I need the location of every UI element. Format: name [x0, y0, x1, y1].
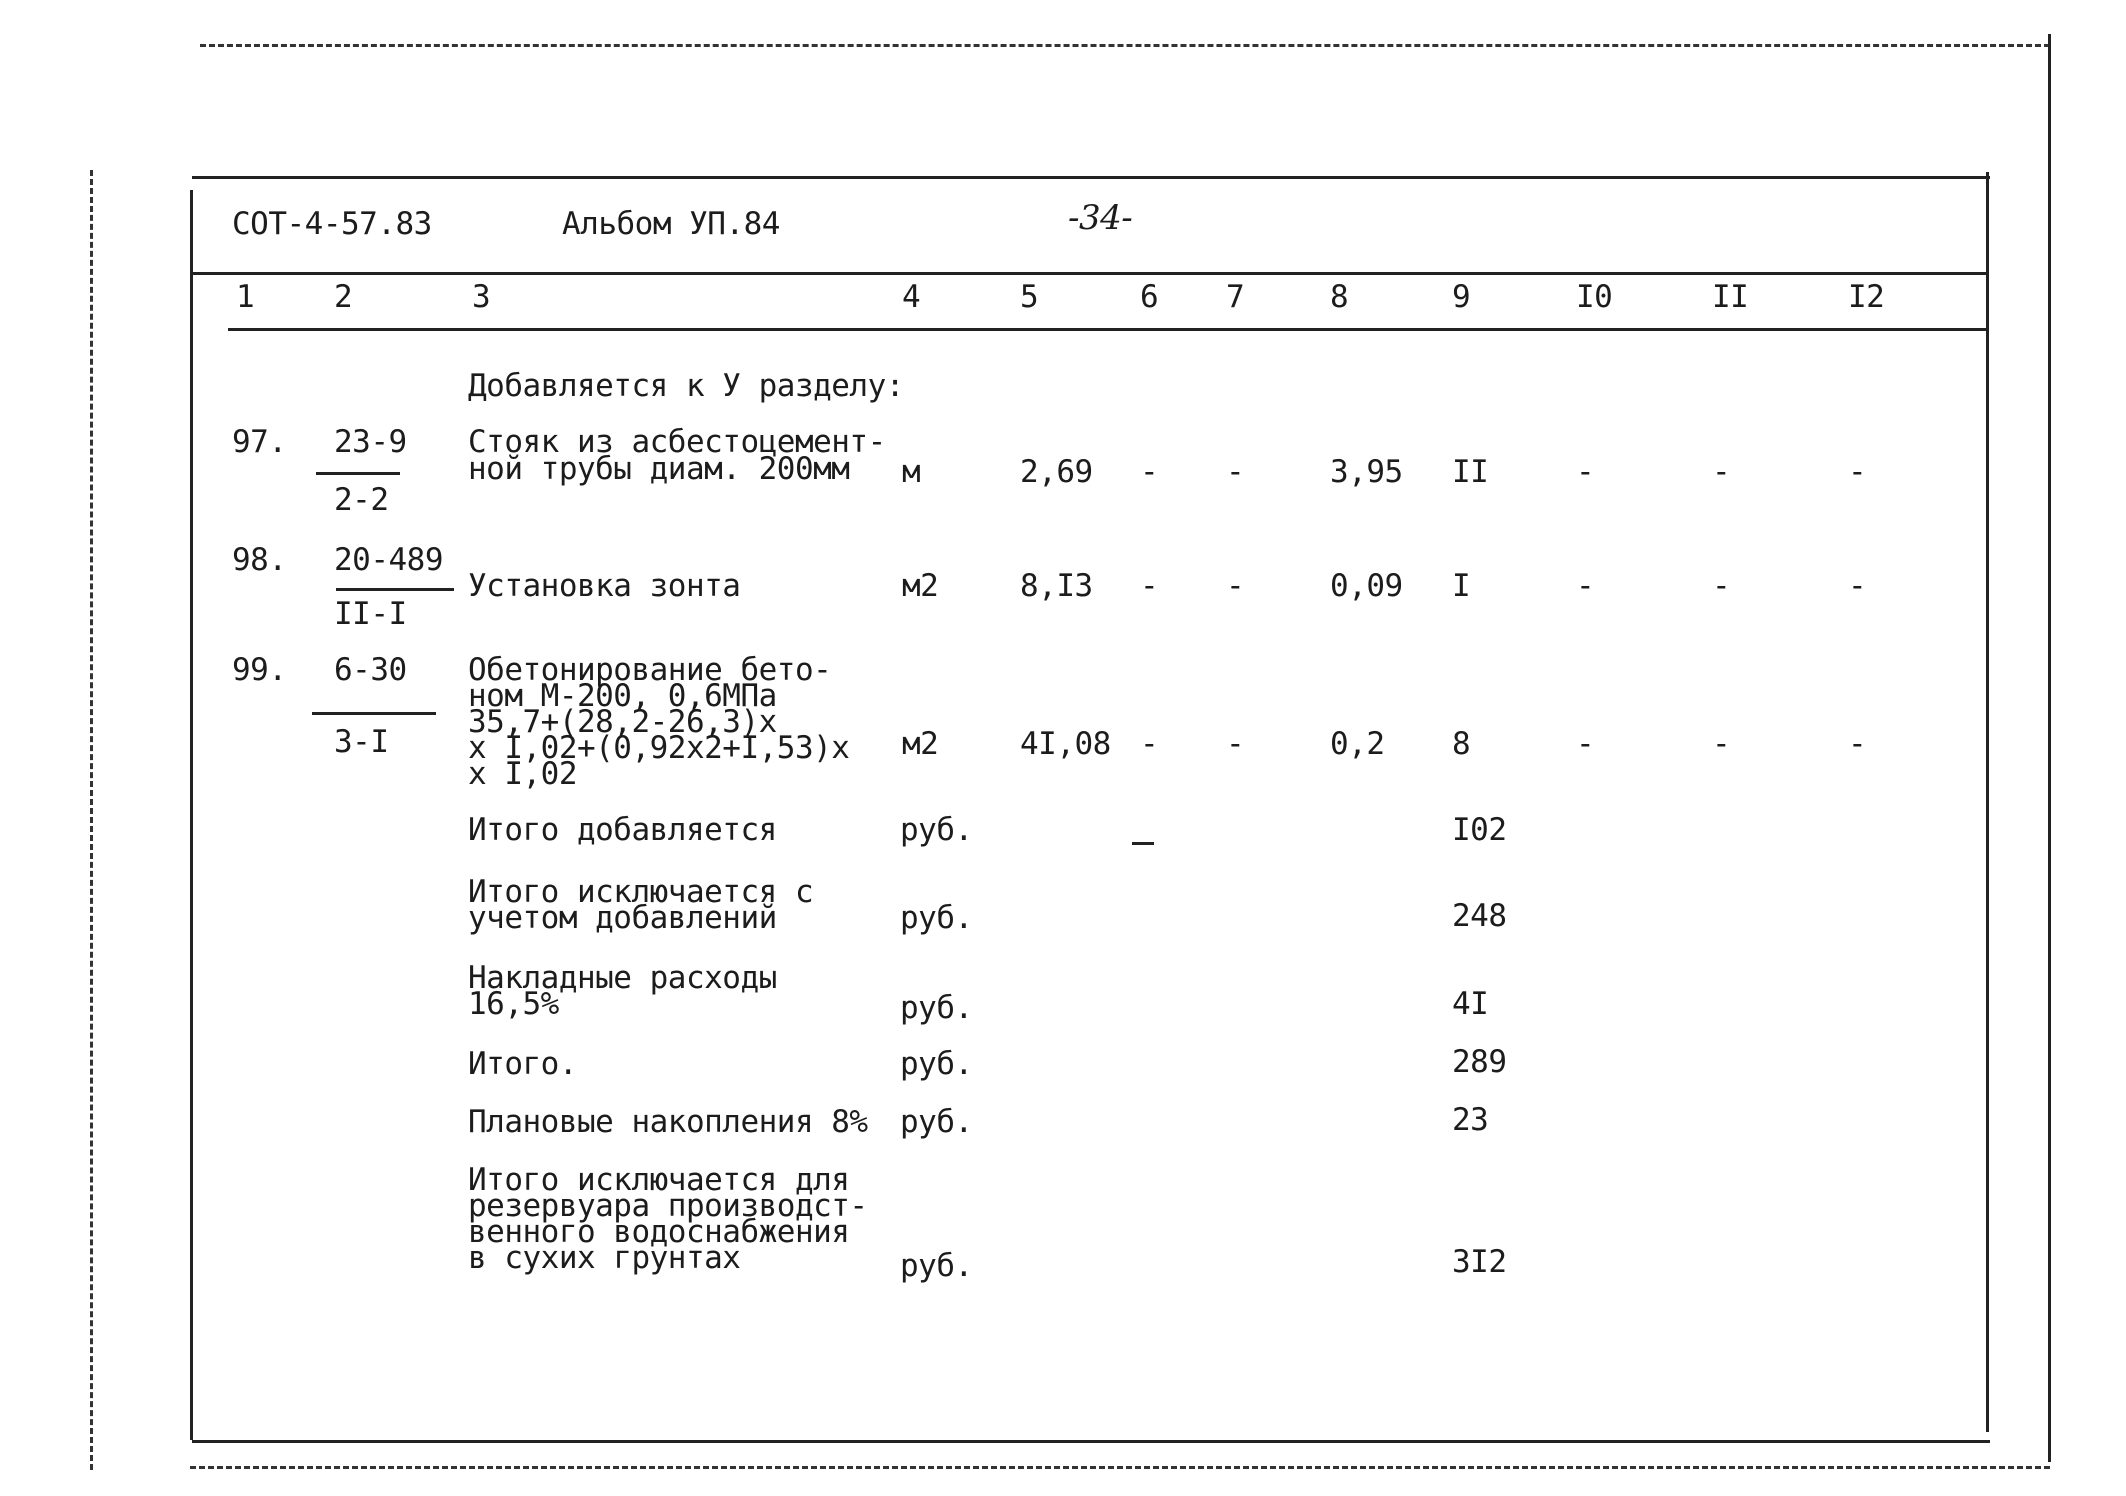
row-number: 97. [232, 424, 287, 460]
value-col8: 3,95 [1330, 454, 1403, 490]
value-col8: 0,2 [1330, 726, 1385, 762]
norm-code-top: 20-489 [334, 542, 443, 578]
norm-code-bottom: 3-I [334, 724, 389, 760]
value-col8: 0,09 [1330, 568, 1403, 604]
fraction-bar [316, 472, 400, 475]
unit: м2 [902, 726, 939, 762]
totals-label: Накладные расходы [468, 960, 777, 996]
column-number: 9 [1452, 279, 1471, 315]
value-col11: - [1712, 726, 1731, 762]
totals-unit: руб. [900, 812, 973, 848]
description-line: ном М-200, 0,6МПа [468, 678, 777, 714]
value-col5: 4I,08 [1020, 726, 1111, 762]
value-col7: - [1226, 568, 1245, 604]
value-col6: - [1140, 726, 1159, 762]
column-number: 4 [902, 279, 921, 315]
norm-code-bottom: II-I [334, 596, 407, 632]
totals-label: Итого исключается с [468, 874, 814, 910]
column-number: II [1712, 279, 1749, 315]
totals-unit: руб. [900, 1104, 973, 1140]
totals-label: резервуара производст- [468, 1188, 868, 1224]
totals-unit: руб. [900, 1046, 973, 1082]
column-number: 5 [1020, 279, 1039, 315]
description-line: Стояк из асбестоцемент- [468, 424, 886, 460]
description-line: Обетонирование бето- [468, 652, 832, 688]
column-number: 8 [1330, 279, 1349, 315]
norm-code-top: 23-9 [334, 424, 407, 460]
totals-label: Итого исключается для [468, 1162, 850, 1198]
outer-frame-left [90, 170, 93, 1470]
value-col9: I [1452, 568, 1471, 604]
value-col12: - [1848, 454, 1867, 490]
value-col11: - [1712, 568, 1731, 604]
fraction-bar [336, 588, 454, 591]
description-line: 35,7+(28,2-26,3)х [468, 704, 777, 740]
totals-value: I02 [1452, 812, 1507, 848]
totals-label: венного водоснабжения [468, 1214, 850, 1250]
column-number: 3 [472, 279, 491, 315]
table-frame-right [1986, 172, 1989, 1432]
value-col12: - [1848, 726, 1867, 762]
totals-value: 248 [1452, 898, 1507, 934]
fraction-bar [312, 712, 436, 715]
value-col12: - [1848, 568, 1867, 604]
column-number: 2 [334, 279, 353, 315]
value-col7: - [1226, 726, 1245, 762]
value-col5: 2,69 [1020, 454, 1093, 490]
column-number: I2 [1848, 279, 1885, 315]
column-number: 6 [1140, 279, 1159, 315]
norm-code-top: 6-30 [334, 652, 407, 688]
row-number: 99. [232, 652, 287, 688]
value-col9: 8 [1452, 726, 1471, 762]
page-number: -34- [1068, 198, 1133, 238]
totals-value: 4I [1452, 986, 1489, 1022]
norm-code-bottom: 2-2 [334, 482, 389, 518]
description-line: х I,02+(0,92х2+I,53)х [468, 730, 850, 766]
value-col10: - [1576, 726, 1595, 762]
unit: м2 [902, 568, 939, 604]
document-code: СОТ-4-57.83 [232, 206, 432, 242]
value-col6: - [1140, 568, 1159, 604]
section-note: Добавляется к У разделу: [468, 368, 904, 404]
column-number: 1 [236, 279, 255, 315]
totals-label: Плановые накопления 8% [468, 1104, 868, 1140]
totals-label: в сухих грунтах [468, 1240, 741, 1276]
dash-mark [1132, 842, 1154, 845]
row-number: 98. [232, 542, 287, 578]
value-col11: - [1712, 454, 1731, 490]
totals-label: учетом добавлений [468, 900, 777, 936]
value-col9: II [1452, 454, 1489, 490]
totals-value: 3I2 [1452, 1244, 1507, 1280]
outer-frame-top [200, 44, 2050, 47]
value-col5: 8,I3 [1020, 568, 1093, 604]
totals-label: 16,5% [468, 986, 559, 1022]
value-col6: - [1140, 454, 1159, 490]
column-number: 7 [1226, 279, 1245, 315]
totals-label: Итого добавляется [468, 812, 777, 848]
totals-unit: руб. [900, 1248, 973, 1284]
column-numbers-separator [228, 328, 1988, 331]
unit: м [902, 454, 921, 490]
description-line: Установка зонта [468, 568, 741, 604]
value-col7: - [1226, 454, 1245, 490]
column-number: I0 [1576, 279, 1613, 315]
table-frame-left [190, 190, 193, 1440]
description-line: х I,02 [468, 756, 577, 792]
totals-unit: руб. [900, 990, 973, 1026]
outer-frame-right [2048, 34, 2051, 1462]
totals-value: 23 [1452, 1102, 1489, 1138]
value-col10: - [1576, 454, 1595, 490]
value-col10: - [1576, 568, 1595, 604]
table-frame-top [192, 176, 1990, 179]
totals-unit: руб. [900, 900, 973, 936]
header-separator [192, 272, 1988, 275]
album-title: Альбом УП.84 [562, 206, 780, 242]
totals-label: Итого. [468, 1046, 577, 1082]
totals-value: 289 [1452, 1044, 1507, 1080]
table-frame-bottom [192, 1440, 1990, 1443]
description-line: ной трубы диам. 200мм [468, 451, 850, 487]
outer-frame-bottom [190, 1466, 2050, 1469]
